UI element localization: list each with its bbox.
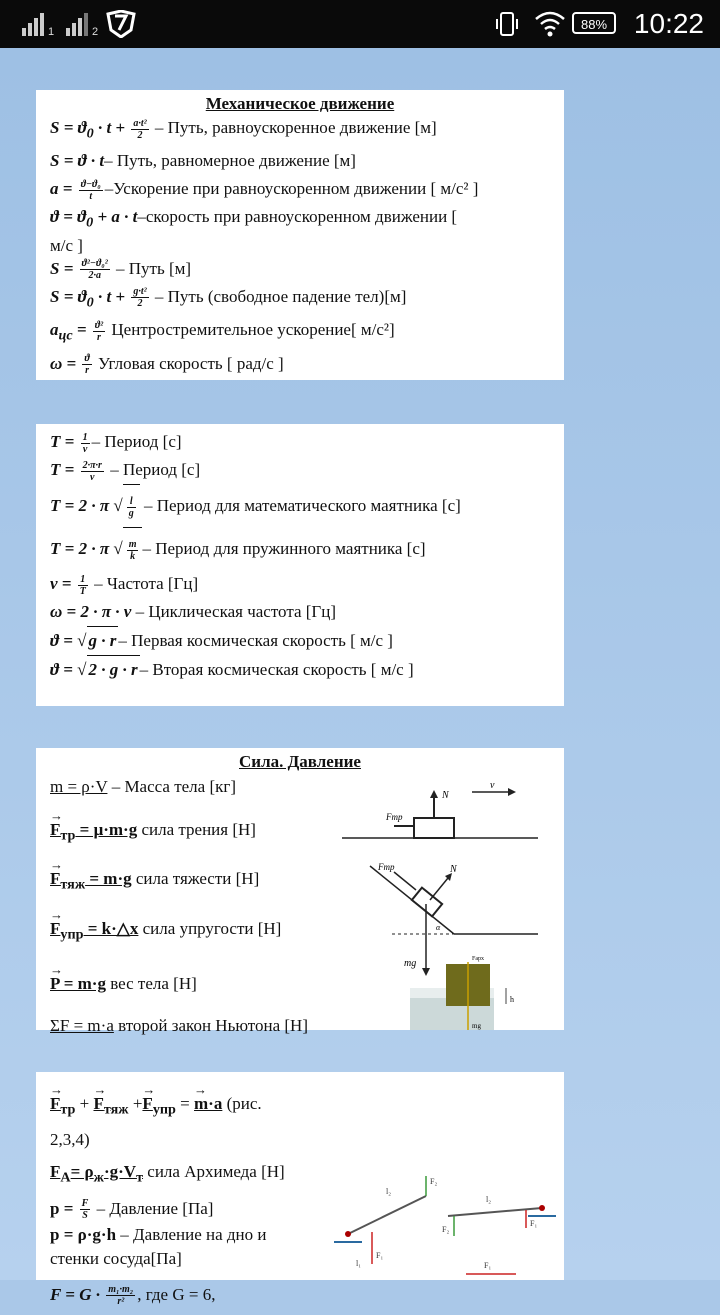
svg-text:F₁: F₁ [484, 1261, 492, 1270]
card-title: Механическое движение [205, 94, 395, 113]
formula-card-kinematics [36, 90, 564, 380]
svg-text:mg: mg [472, 1022, 481, 1030]
clock: 10:22 [633, 8, 704, 39]
svg-text:l₂: l₂ [386, 1187, 392, 1196]
formula-line: $ϑ = ϑ_0 + a$ · t–скорость при равноускоренном движении [ [50, 207, 458, 231]
formula-line: м/с ] [50, 235, 83, 255]
sim2-label: 2 [92, 26, 99, 38]
formula-line: стенки сосуда[Па] [50, 1248, 182, 1268]
svg-text:Fтр: Fтр [378, 862, 395, 872]
signal-icon [66, 12, 92, 36]
signal-icon [22, 12, 48, 36]
svg-text:mg: mg [404, 958, 417, 969]
vibrate-icon [494, 11, 520, 37]
formula-line: → $F_{тр} = \mu\cdot m\cdot g$ сила трения [Н] [50, 802, 550, 857]
formula-card-forces [36, 748, 564, 1036]
formula-line: → P = m·g вес тела [Н] [50, 956, 550, 1006]
image-viewer[interactable] [0, 48, 720, 1308]
svg-text:N: N [450, 864, 457, 875]
lever-diagram [316, 1172, 556, 1280]
svg-text:l₂: l₂ [486, 1195, 492, 1204]
formula-line: ω = 2 · π · ν – Циклическая частота [Гц] [50, 602, 337, 621]
svg-text:α: α [436, 923, 441, 932]
formula-line: a = $\frac{\text{ϑ−ϑ₀}}{t}$ –Ускорение при равноускоренном движении [ м/с² ] [50, 178, 479, 202]
formula-card-pressure [36, 1072, 564, 1308]
wifi-icon [534, 10, 566, 38]
formula-line: ω = $\frac{ϑ}{r}$ Угловая скорость [ рад/с ] [50, 353, 284, 377]
formula-line: T = $\frac{2\cdot\pi\cdot r}{\nu}$ – Период [с] [50, 459, 201, 483]
formula-line: $F_A= \rho_ж\cdot g\cdot V_т$ сила Архимеда [Н] [50, 1162, 285, 1186]
svg-text:Fарх: Fарх [472, 956, 484, 962]
formula-line: T = 2 · π √ $\frac{l}{g}$ – Период для математического маятника [с] [50, 484, 550, 527]
svg-text:F₂: F₂ [442, 1225, 450, 1234]
formula-line: S = $\frac{\text{ϑ²−ϑ₀²}}{2\cdot a}$ – Путь [м] [50, 258, 192, 282]
svg-text:F₂: F₂ [430, 1177, 438, 1186]
formula-line: $a_{цс}$ = $\frac{\text{ϑ²}}{r}$ Центростремительное ускорение[ м/с²] [50, 319, 395, 344]
svg-text:Fтр: Fтр [386, 812, 403, 822]
formula-line: ϑ = √ 2 · g · r – Вторая космическая скорость [ м/с ] [50, 655, 550, 684]
status-bar [0, 0, 720, 48]
formula-line: ν = $\frac{1}{T}$ – Частота [Гц] [50, 573, 199, 597]
formula-line: $S = ϑ_0 \cdot t$ + $\frac{\text{g·t²}}{2}$ – Путь (свободное падение тел)[м] [50, 286, 407, 311]
formula-line: p = ρ·g·h – Давление на дно и [50, 1224, 267, 1244]
formula-line: → $F_{тяж} = m\cdot g$ сила тяжести [Н] [50, 857, 550, 906]
card-title: Сила. Давление [239, 752, 361, 771]
formula-line: ϑ = √ g · r – Первая космическая скорость [ м/с ] [50, 626, 550, 655]
svg-text:h: h [510, 995, 514, 1004]
formula-line: ΣF = m·a второй закон Ньютона [Н] [50, 1016, 308, 1036]
battery-indicator: 88% [572, 12, 616, 34]
formula-line: → $F_{тр}$ + → $F_{тяж} +\to F_{упр}$ = → m·a (рис. [50, 1076, 550, 1129]
force-diagram [332, 776, 548, 1030]
svg-text:F₁: F₁ [530, 1219, 538, 1228]
svg-text:F₁: F₁ [376, 1251, 384, 1260]
svg-text:l₁: l₁ [356, 1259, 362, 1268]
formula-line: m = ρ·V – Масса тела [кг] [50, 777, 236, 796]
svg-text:v: v [490, 780, 495, 791]
formula-line: T = $\frac{1}{\nu}$ – Период [с] [50, 431, 182, 455]
formula-line: p = $\frac{F}{S}$ – Давление [Па] [50, 1198, 214, 1222]
shield-icon [106, 10, 136, 38]
formula-line: $S = ϑ_0 \cdot t$ + $\frac{\text{a·t²}}{2}$ – Путь, равноускоренное движение [м] [50, 117, 437, 142]
formula-card-oscillations [36, 424, 564, 706]
formula-line: F = G · $\frac{\text{m₁·m₂}}{\text{r²}}$ , где G = 6, [50, 1284, 216, 1308]
formula-line: T = 2 · π √ $\frac{m}{k}$ – Период для пружинного маятника [с] [50, 527, 550, 570]
sim1-label: 1 [48, 26, 55, 38]
svg-text:N: N [442, 790, 449, 801]
formula-line: S = ϑ · t– Путь, равномерное движение [м] [50, 151, 356, 171]
formula-line: 2,3,4) [50, 1130, 90, 1150]
formula-line: → $F_{упр}$ = k·△x сила упругости [Н] [50, 907, 550, 956]
